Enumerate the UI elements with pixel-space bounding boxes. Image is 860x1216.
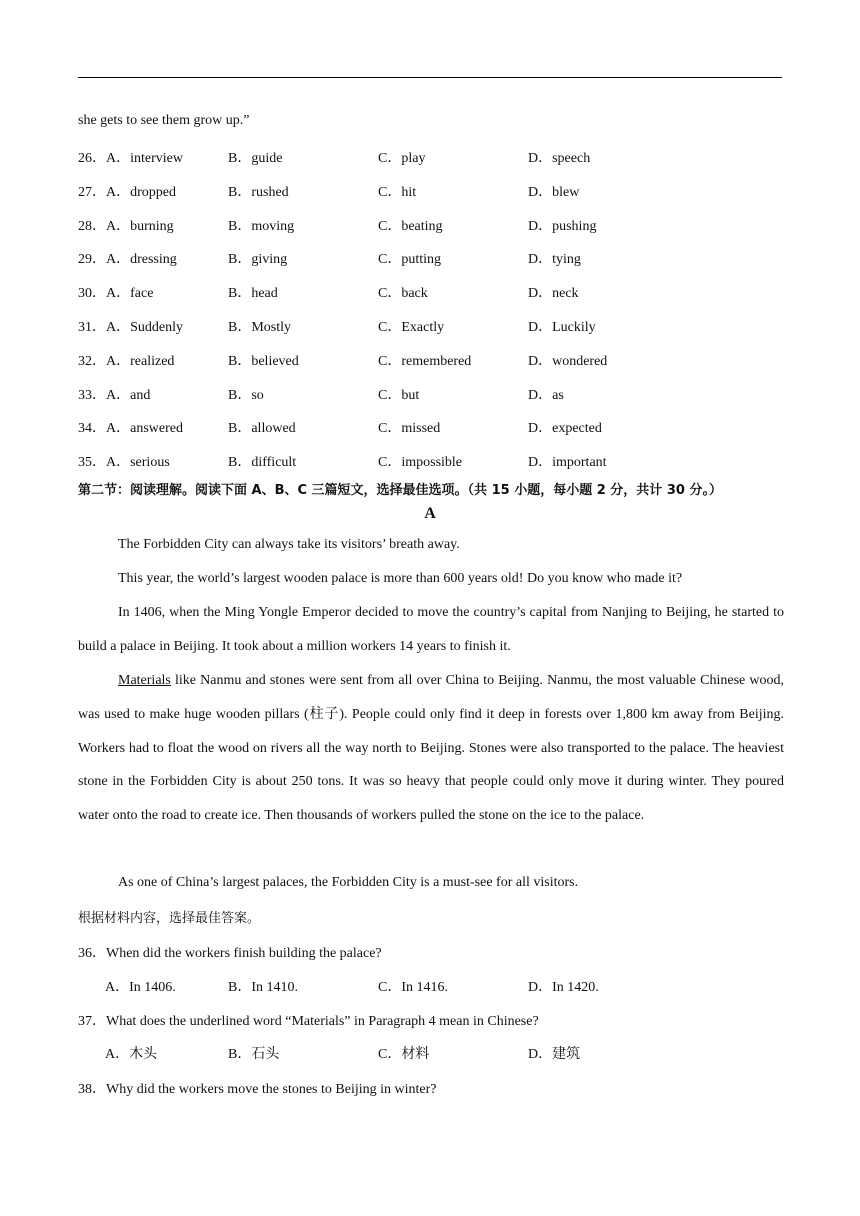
question-number: 29． — [78, 252, 106, 268]
cloze-option-b[interactable]: B．rushed — [228, 184, 289, 200]
question-number: 30． — [78, 286, 106, 302]
cloze-option-b[interactable]: B．giving — [228, 252, 288, 268]
cloze-option-b[interactable]: B．difficult — [228, 455, 297, 471]
cloze-option-a[interactable] — [78, 350, 174, 370]
cloze-option-c[interactable]: C．putting — [378, 252, 442, 268]
cloze-option-b[interactable]: B．guide — [228, 151, 283, 166]
question-36-options — [105, 976, 785, 996]
cloze-option-d[interactable]: D．blew — [528, 184, 580, 200]
q37-option-b[interactable]: B．石头 — [228, 1047, 280, 1062]
cloze-option-a[interactable] — [78, 147, 183, 167]
question-number: 27． — [78, 184, 106, 200]
cloze-option-b[interactable]: B．believed — [228, 353, 299, 369]
cloze-option-d[interactable]: D．neck — [528, 286, 579, 302]
option-text: A．answered — [106, 421, 183, 437]
option-text: A．Suddenly — [106, 320, 183, 335]
paragraph-5: As one of China’s largest palaces, the Forbidden City is a must-see for all visitors. — [118, 875, 579, 890]
previous-passage-fragment: she gets to see them grow up.” — [78, 113, 250, 128]
paragraph-3: In 1406, when the Ming Yongle Emperor decided to move the country’s capital from Nanjing to Beijing, he started to build a palace in Beijing. It took about a million workers 14 years to finish it. — [78, 605, 784, 654]
q36-option-b[interactable]: B．In 1410. — [228, 980, 298, 995]
option-text: A．dropped — [106, 184, 176, 200]
q37-option-d[interactable]: D．建筑 — [528, 1047, 581, 1062]
paragraph-1: The Forbidden City can always take its visitors’ breath away. — [118, 537, 460, 552]
question-number: 26． — [78, 151, 106, 166]
cloze-option-d[interactable]: D．speech — [528, 151, 591, 166]
q36-option-d[interactable]: D．In 1420. — [528, 980, 599, 995]
cloze-option-row — [78, 316, 784, 336]
cloze-option-b[interactable]: B．so — [228, 387, 264, 403]
question-37-options — [105, 1043, 785, 1063]
cloze-option-c[interactable]: C．Exactly — [378, 320, 445, 335]
cloze-option-d[interactable]: D．wondered — [528, 353, 608, 369]
question-number: 28． — [78, 218, 106, 234]
question-instruction: 根据材料内容，选择最佳答案。 — [78, 911, 261, 926]
cloze-option-a[interactable] — [78, 384, 150, 404]
option-text: A．serious — [106, 455, 170, 471]
cloze-option-row — [78, 147, 784, 167]
cloze-option-c[interactable]: C．back — [378, 286, 428, 302]
cloze-option-a[interactable] — [78, 316, 183, 336]
question-37-stem: 37．What does the underlined word “Materials” in Paragraph 4 mean in Chinese? — [78, 1014, 539, 1029]
option-text: A．burning — [106, 218, 174, 234]
cloze-option-a[interactable] — [78, 282, 153, 302]
q37-option-a[interactable]: A．木头 — [105, 1047, 158, 1062]
question-number: 33． — [78, 387, 106, 403]
cloze-option-a[interactable] — [78, 181, 176, 201]
question-36-stem: 36．When did the workers finish building the palace? — [78, 946, 382, 961]
cloze-option-row — [78, 181, 784, 201]
underlined-word-materials: Materials — [118, 673, 171, 688]
cloze-option-c[interactable]: C．impossible — [378, 455, 463, 471]
header-rule — [78, 77, 782, 78]
cloze-option-d[interactable]: D．Luckily — [528, 320, 596, 335]
cloze-option-d[interactable]: D．expected — [528, 421, 602, 437]
cloze-option-row — [78, 417, 784, 437]
cloze-option-b[interactable]: B．moving — [228, 218, 295, 234]
cloze-option-row — [78, 248, 784, 268]
cloze-option-row — [78, 282, 784, 302]
cloze-option-c[interactable]: C．but — [378, 387, 420, 403]
cloze-option-c[interactable]: C．remembered — [378, 353, 472, 369]
cloze-option-b[interactable]: B．allowed — [228, 421, 296, 437]
cloze-option-c[interactable]: C．play — [378, 151, 426, 166]
q36-option-c[interactable]: C．In 1416. — [378, 980, 448, 995]
q37-option-c[interactable]: C．材料 — [378, 1047, 430, 1062]
section-heading: 第二节：阅读理解。阅读下面 A、B、C 三篇短文，选择最佳选项。（共 15 小题，每小题 2 分，共计 30 分。） — [78, 483, 722, 498]
cloze-option-a[interactable] — [78, 248, 177, 268]
cloze-option-c[interactable]: C．missed — [378, 421, 441, 437]
option-text: A．dressing — [106, 252, 177, 268]
cloze-option-row — [78, 350, 784, 370]
cloze-option-d[interactable]: D．tying — [528, 252, 581, 268]
cloze-option-d[interactable]: D．as — [528, 387, 564, 403]
cloze-option-a[interactable] — [78, 215, 174, 235]
question-number: 32． — [78, 353, 106, 369]
option-text: A．realized — [106, 353, 175, 369]
cloze-option-d[interactable]: D．pushing — [528, 218, 597, 234]
question-number: 35． — [78, 455, 106, 471]
cloze-option-a[interactable] — [78, 417, 183, 437]
cloze-option-a[interactable] — [78, 451, 170, 471]
option-text: A．face — [106, 286, 154, 302]
cloze-option-c[interactable]: C．hit — [378, 184, 417, 200]
cloze-option-row — [78, 384, 784, 404]
cloze-option-b[interactable]: B．head — [228, 286, 278, 302]
cloze-option-row — [78, 215, 784, 235]
cloze-option-c[interactable]: C．beating — [378, 218, 443, 234]
paragraph-2: This year, the world’s largest wooden palace is more than 600 years old! Do you know who made it? — [118, 571, 683, 586]
cloze-option-b[interactable]: B．Mostly — [228, 320, 292, 335]
option-text: A．and — [106, 387, 151, 403]
passage-title: A — [424, 505, 436, 522]
question-38-stem: 38．Why did the workers move the stones to Beijing in winter? — [78, 1082, 437, 1097]
option-text: A．interview — [106, 151, 183, 166]
question-number: 31． — [78, 320, 106, 335]
paragraph-4-text: like Nanmu and stones were sent from all over China to Beijing. Nanmu, the most valuable Chinese wood, was used to make huge wooden pillars (柱子). People could only find it deep in forests over 1,800 km away from Beijing. Workers had to float the wood on rivers all the way north to Beijing. Stones were also transported to the palace. The heaviest stone in the Forbidden City is about 250 tons. It was so heavy that people could only move it during winter. They poured water onto the road to create ice. Then thousands of workers pulled the stone on the ice to the palace. — [78, 673, 784, 824]
question-number: 34． — [78, 421, 106, 437]
cloze-option-row — [78, 451, 784, 471]
paragraph-4 — [78, 664, 784, 833]
q36-option-a[interactable]: A．In 1406. — [105, 980, 176, 995]
cloze-option-d[interactable]: D．important — [528, 455, 607, 471]
